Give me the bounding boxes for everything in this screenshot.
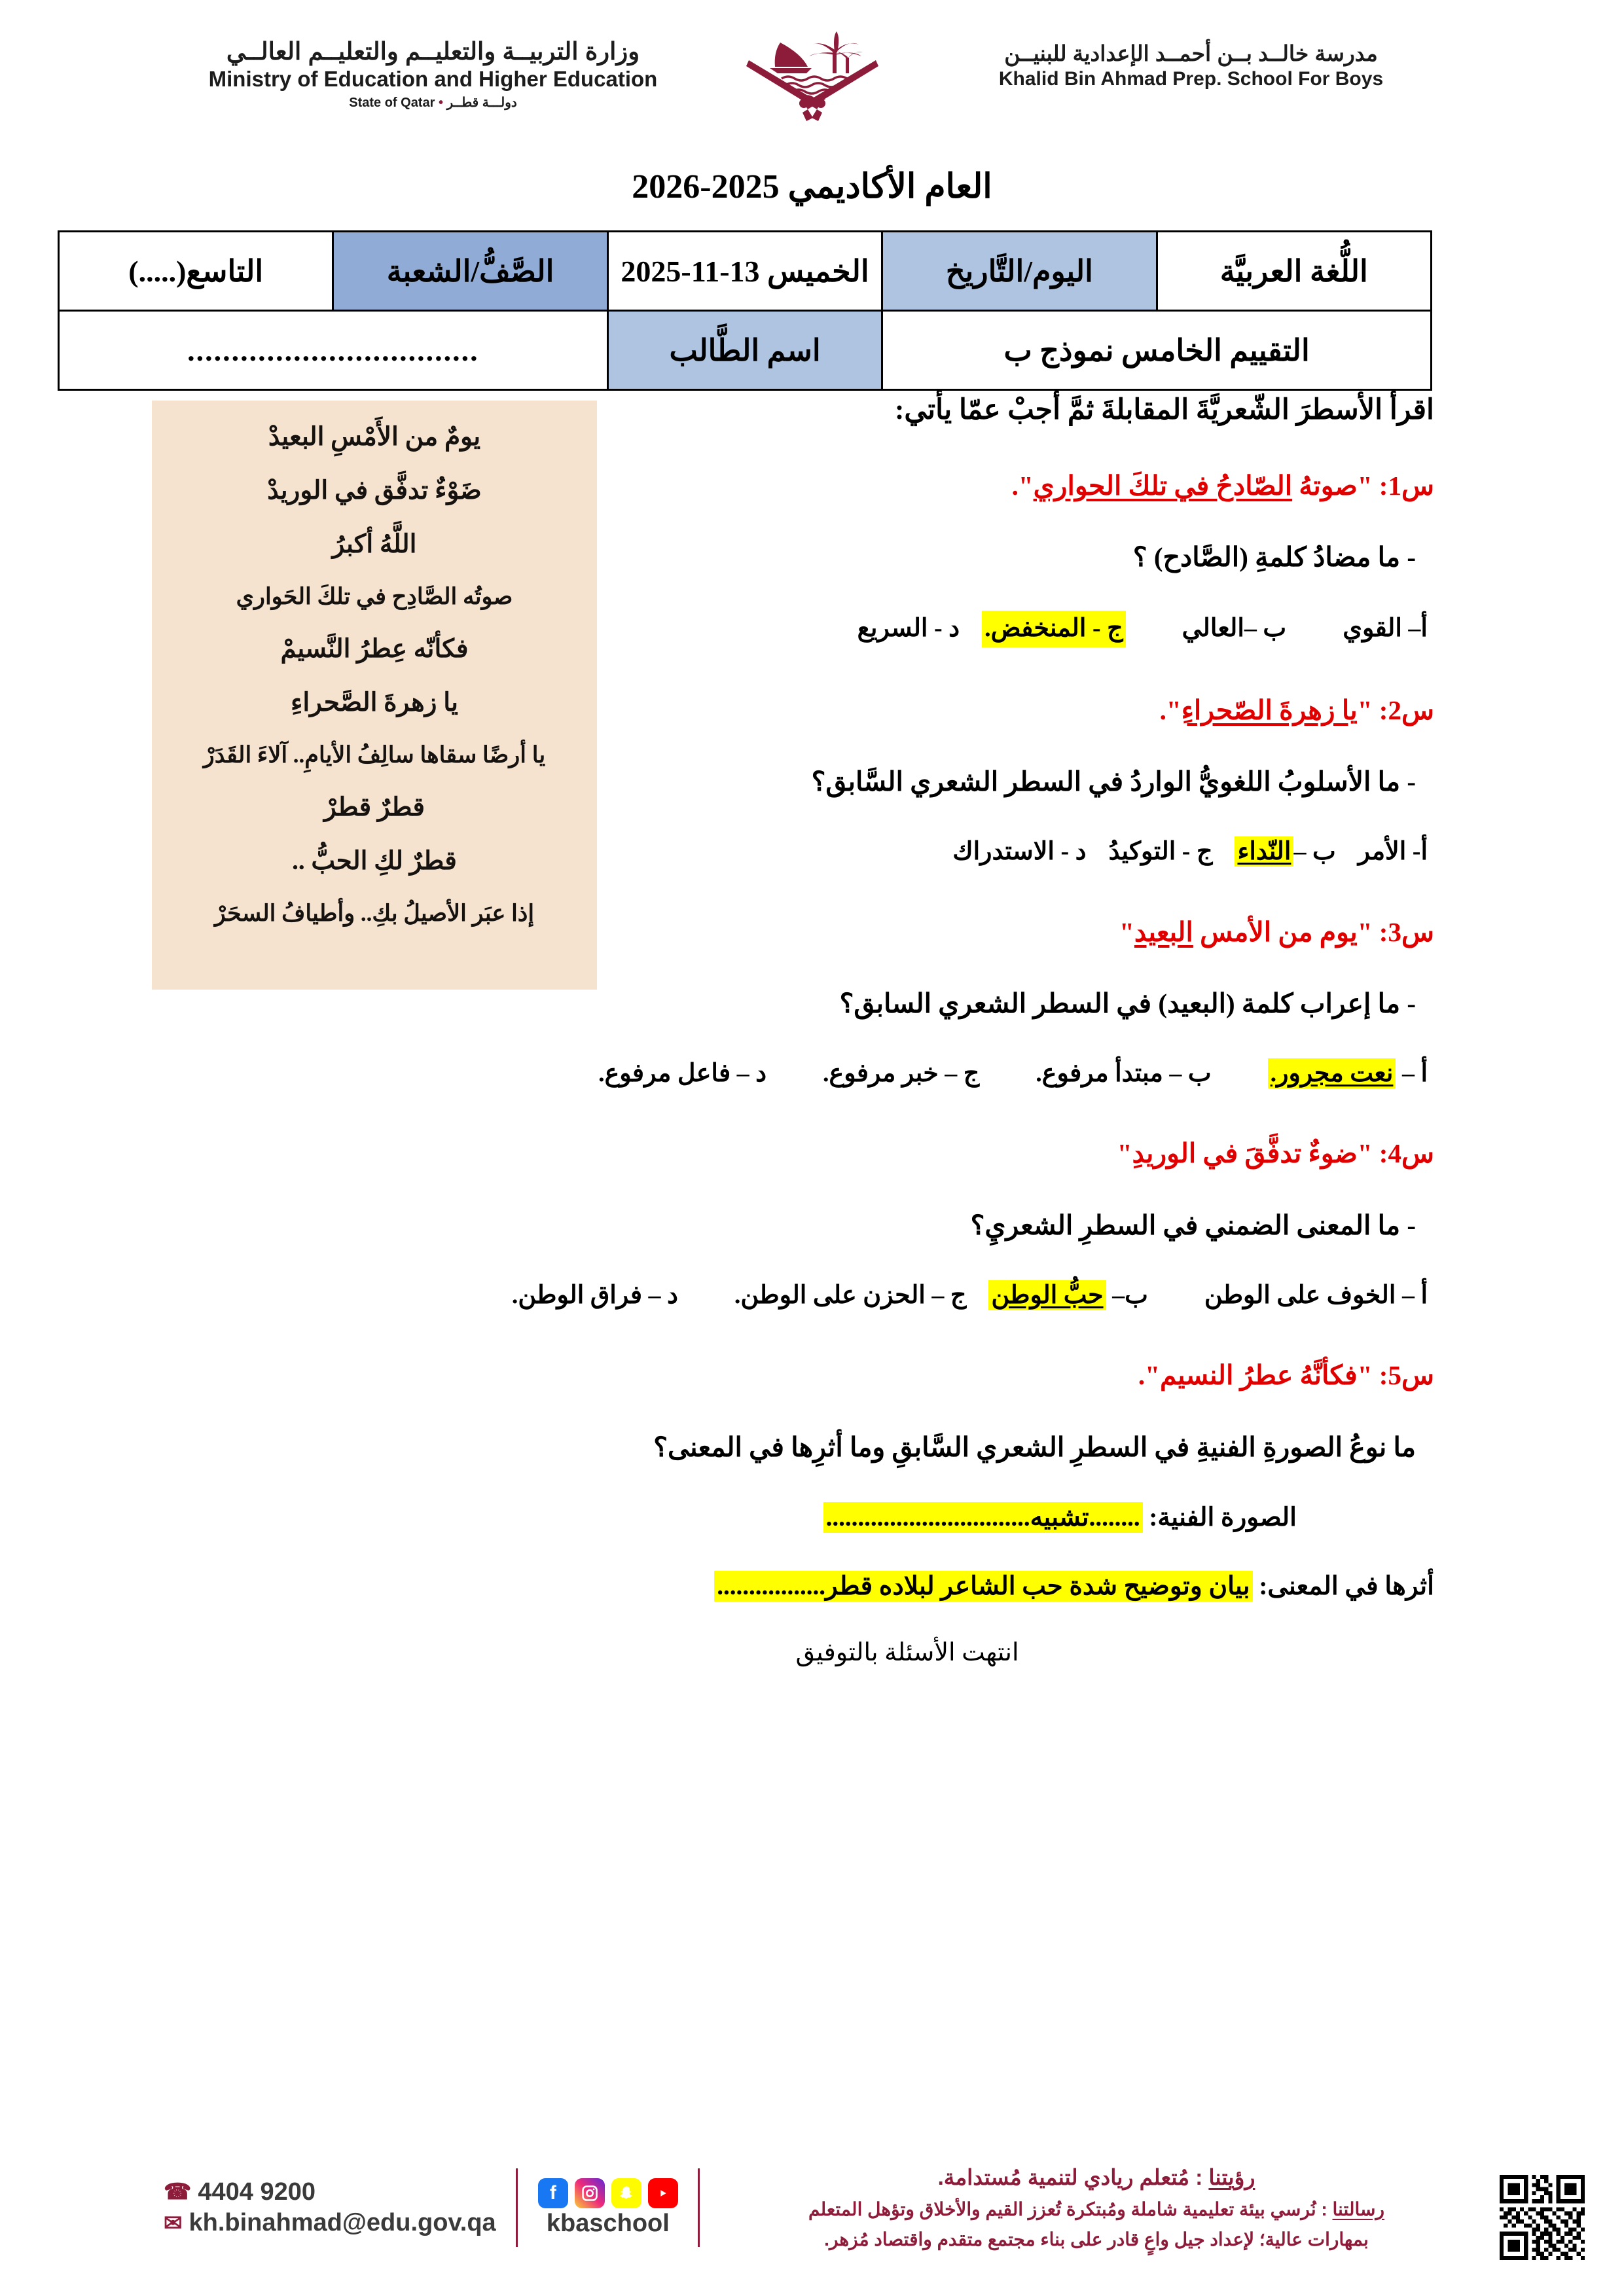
option-d[interactable]: د - السريع xyxy=(857,615,960,643)
school-logo xyxy=(903,26,1479,91)
q1-head-suffix: ". xyxy=(1011,470,1034,501)
option-a-answer: نعت مجرور. xyxy=(1268,1058,1396,1088)
option-c[interactable]: ج - المنخفض. xyxy=(982,611,1126,647)
vision-mission-block xyxy=(720,2162,1473,2253)
dots-trailing: ................................ xyxy=(825,1503,1030,1532)
poem-line: إذا عبَر الأصيلُ بكِ.. وأطيافُ السحَرْ xyxy=(214,901,535,926)
questions-column xyxy=(459,393,1434,1667)
option-c[interactable]: ج - التوكيدُ xyxy=(1108,838,1213,866)
facebook-icon[interactable]: f xyxy=(538,2178,568,2208)
q2-head-suffix: ". xyxy=(1159,694,1182,725)
question-2-heading xyxy=(459,693,1434,728)
youtube-icon[interactable] xyxy=(648,2178,678,2208)
vision-label: رؤيتنا xyxy=(1208,2165,1255,2190)
country-arabic: دولـــة قطــر xyxy=(446,96,517,111)
question-1 xyxy=(459,469,1434,647)
phone-icon: ☎ xyxy=(164,2179,192,2205)
q2-head-prefix: س2: " xyxy=(1357,694,1434,725)
option-b-answer: النّداء xyxy=(1235,836,1293,867)
question-5-heading xyxy=(459,1358,1434,1393)
option-a-prefix: أ – xyxy=(1396,1060,1428,1088)
option-a[interactable] xyxy=(1268,1057,1428,1090)
dots-leading: ........ xyxy=(1089,1503,1140,1532)
ministry-logo xyxy=(145,26,721,111)
mission-line-1: : نُرسي بيئة تعليمية شاملة ومُبتكرة تُعزز القيم والأخلاق وتؤهل المتعلم xyxy=(808,2199,1333,2219)
phone-row xyxy=(164,2177,496,2208)
question-3-options xyxy=(459,1057,1434,1090)
mission-line-2: بمهارات عالية؛ لإعداد جيل واعٍ قادر على بناء مجتمع متقدم واقتصاد مُزهر. xyxy=(824,2229,1369,2250)
exam-instruction: اقرأ الأسطرَ الشّعريَّةَ المقابلةَ ثمَّ أجبْ عمّا يأتي: xyxy=(895,395,1434,425)
q5-answer-2-field[interactable] xyxy=(714,1571,1252,1602)
exam-info-table xyxy=(58,230,1432,391)
option-a[interactable]: أ– القوي xyxy=(1343,615,1428,643)
option-a[interactable]: أ – الخوف على الوطن xyxy=(1204,1282,1428,1310)
q1-head-underline: الصّادحُ في تلكَ الحواري xyxy=(1033,470,1293,501)
instagram-icon[interactable] xyxy=(575,2178,605,2208)
exam-title-label: التقييم الخامس نموذج ب xyxy=(882,311,1432,390)
qatar-state-emblem-icon xyxy=(744,26,881,124)
footer-divider xyxy=(516,2168,518,2247)
poem-line: يا أرضًا سقاها سالِفُ الأيامِ.. آلاءَ القَدَرْ xyxy=(203,742,546,768)
question-4-heading xyxy=(459,1136,1434,1171)
poem-line: يومٌ من الأَمْسِ البعيدْ xyxy=(268,423,481,451)
grade-value: التاسع(.....) xyxy=(59,232,333,311)
contact-block xyxy=(164,2177,496,2239)
email-row xyxy=(164,2208,496,2239)
school-name-arabic: مدرسة خالــد بــن أحمــد الإعدادية للبنيــن xyxy=(1004,41,1378,65)
vision-statement xyxy=(720,2162,1473,2193)
question-2-options xyxy=(459,835,1434,869)
grade-label: الصَّفُّ/الشعبة xyxy=(333,232,607,311)
question-3-prompt: - ما إعراب كلمة (البعيد) في السطر الشعري السابق؟ xyxy=(839,988,1416,1018)
q5-head-suffix: ". xyxy=(1138,1360,1160,1391)
q5-answer-2-value: بيان وتوضيح شدة حب الشاعر لبلاده قطر xyxy=(825,1571,1250,1600)
mission-label: رسالتنا xyxy=(1332,2199,1384,2219)
option-b[interactable]: ب –العالي xyxy=(1182,615,1287,643)
vision-text: : مُتعلم ريادي لتنمية مُستدامة. xyxy=(937,2165,1209,2190)
ministry-name-english: Ministry of Education and Higher Education xyxy=(208,66,658,91)
poem-line: يا زهرةَ الصَّحراءِ xyxy=(291,689,458,717)
date-value: الخميس 13-11-2025 xyxy=(607,232,882,311)
snapchat-icon[interactable] xyxy=(611,2178,641,2208)
q5-head-prefix: س5: "فكأنَّهُ عطرُ النسيم xyxy=(1159,1360,1434,1391)
question-4 xyxy=(459,1136,1434,1312)
academic-year-title: العام الأكاديمي 2025-2026 xyxy=(632,168,992,206)
question-1-prompt: - ما مضادُ كلمةِ (الصَّادح) ؟ xyxy=(1132,542,1416,573)
dots-trailing: ................. xyxy=(717,1571,825,1600)
envelope-icon: ✉ xyxy=(164,2210,183,2236)
school-name-english: Khalid Bin Ahmad Prep. School For Boys xyxy=(998,67,1384,90)
page-footer xyxy=(0,2129,1624,2280)
question-5 xyxy=(459,1358,1434,1604)
meaning-effect-label: أثرها في المعنى: xyxy=(1252,1571,1434,1600)
table-row xyxy=(59,311,1432,390)
question-3-heading xyxy=(459,915,1434,950)
option-b-prefix: ب – xyxy=(1293,838,1336,866)
option-b-prefix: ب– xyxy=(1106,1282,1148,1310)
table-row xyxy=(59,232,1432,311)
q5-answer-1-field[interactable] xyxy=(823,1502,1143,1533)
option-d[interactable]: د – فراق الوطن. xyxy=(511,1282,678,1310)
date-label: اليوم/التَّاريخ xyxy=(882,232,1157,311)
footer-divider xyxy=(698,2168,700,2247)
question-4-options xyxy=(459,1279,1434,1312)
student-name-field[interactable]: ................................. xyxy=(59,311,608,390)
email-address[interactable]: kh.binahmad@edu.gov.qa xyxy=(189,2209,496,2237)
poem-line: قطرٌ قطرْ xyxy=(323,793,425,821)
poem-line: اللَّهُ أكبرُ xyxy=(332,530,417,558)
country-english: State of Qatar xyxy=(349,96,435,111)
option-c[interactable]: ج – خبر مرفوع. xyxy=(823,1060,980,1088)
question-4-prompt: - ما المعنى الضمني في السطرِ الشعريِ؟ xyxy=(970,1210,1416,1240)
option-a[interactable]: أ- الأمر xyxy=(1358,838,1428,866)
poem-line: قطرٌ لكِ الحبُّ .. xyxy=(292,847,457,875)
ministry-country: State of Qatar • دولـــة قطــر xyxy=(349,96,517,111)
question-2-prompt: - ما الأسلوبُ اللغويُّ الواردُ في السطر الشعري السَّابق؟ xyxy=(811,766,1416,797)
q5-answer-line-1[interactable] xyxy=(459,1501,1434,1535)
question-3 xyxy=(459,915,1434,1091)
q2-head-underline: يا زهرةَ الصّحراءِ xyxy=(1181,694,1358,725)
q4-head-suffix: " xyxy=(1117,1138,1132,1169)
poem-line: فكأنّه عِطرُ النَّسيمْ xyxy=(280,635,469,663)
mission-statement xyxy=(720,2196,1473,2223)
q3-head-underline: البعيد xyxy=(1134,916,1193,947)
option-b-answer: حبُّ الوطن xyxy=(988,1280,1106,1310)
artistic-image-label: الصورة الفنية: xyxy=(1142,1503,1297,1532)
option-b[interactable] xyxy=(1235,835,1335,869)
social-handle[interactable]: kbaschool xyxy=(546,2209,670,2237)
q1-head-prefix: س1: "صوتهُ xyxy=(1292,470,1434,501)
option-d[interactable]: د - الاستدراك xyxy=(952,838,1087,866)
q5-answer-line-2[interactable] xyxy=(459,1570,1434,1604)
student-name-label: اسم الطَّالب xyxy=(607,311,882,390)
question-5-prompt: ما نوعُ الصورةِ الفنيةِ في السطرِ الشعري السَّابقِ وما أثرِها في المعنى؟ xyxy=(653,1431,1416,1462)
option-b[interactable]: ب – مبتدأ مرفوع. xyxy=(1036,1060,1212,1088)
ministry-name-arabic: وزارة التربيــة والتعليــم والتعليــم العالــي xyxy=(226,38,640,65)
page-header xyxy=(0,26,1624,144)
option-c[interactable]: ج – الحزن على الوطن. xyxy=(734,1282,967,1310)
option-d[interactable]: د – فاعل مرفوع. xyxy=(598,1060,767,1088)
poem-line: ضَوْءٌ تدفَّق في الوريدْ xyxy=(267,476,482,505)
closing-statement: انتهت الأسئلة بالتوفيق xyxy=(795,1639,1019,1667)
question-2 xyxy=(459,693,1434,869)
question-1-heading xyxy=(459,469,1434,503)
social-media-block xyxy=(538,2178,678,2238)
phone-number[interactable]: 4404 9200 xyxy=(198,2178,316,2206)
option-b[interactable] xyxy=(988,1279,1148,1312)
poem-line: صوتُه الصَّادِح في تلكَ الحَواري xyxy=(236,584,513,609)
qr-code[interactable] xyxy=(1500,2175,1585,2260)
subject-label: اللُّغة العربيَّة xyxy=(1157,232,1431,311)
q4-head-prefix: س4: "ضوءٌ تدفَّقَ في الوريدِ xyxy=(1132,1138,1434,1169)
question-1-options xyxy=(459,611,1434,647)
q3-head-prefix: س3: "يوم من الأمس xyxy=(1193,916,1434,947)
q3-head-suffix: " xyxy=(1119,916,1134,947)
q5-answer-1-value: تشبيه xyxy=(1030,1503,1089,1532)
